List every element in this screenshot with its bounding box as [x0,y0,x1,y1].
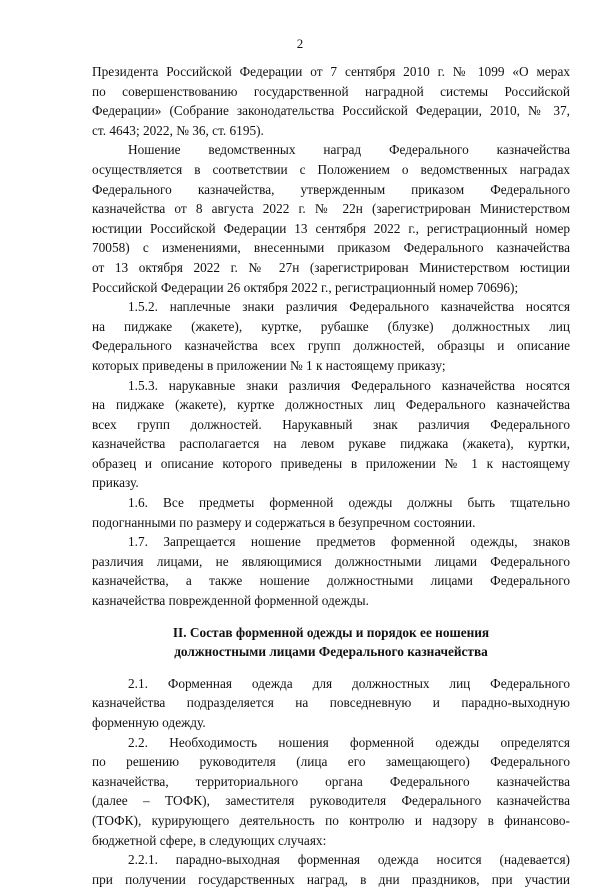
text-line: при получении государственных наград, в дни праздников, при участии [92,871,570,887]
paragraph-continuation [92,62,570,140]
text-line: ст. 4643; 2022, № 36, ст. 6195). [92,122,264,138]
text-line: (далее – ТОФК), заместителя руководителя Федерального казначейства [92,793,570,809]
text-line: всех групп должностей. Нарукавный знак различия Федерального [92,416,570,432]
document-body [92,62,570,889]
text-line: 2.2. Необходимость ношения форменной одежды определятся [128,734,570,750]
heading-line: должностными лицами Федерального казначейства [174,644,488,660]
paragraph-1-5-3 [92,376,570,494]
text-line: Президента Российской Федерации от 7 сентября 2010 г. № 1099 «О мерах [92,64,570,79]
paragraph-1-7 [92,532,570,610]
text-line: приказу. [92,475,139,491]
paragraph-2-2-1 [92,850,570,889]
text-line: 1.5.2. наплечные знаки различия Федерального казначейства носятся [128,299,570,315]
text-line: юстиции Российской Федерации 13 сентября 2022 г., регистрационный номер [92,220,570,236]
text-line: (ТОФК), курирующего деятельность по контролю и надзору в финансово- [92,812,570,828]
text-line: 1.5.3. нарукавные знаки различия Федерального казначейства носятся [128,377,570,393]
page-number: 2 [296,36,304,51]
text-line: 1.7. Запрещается ношение предметов форменной одежды, знаков [128,534,570,550]
text-line: казначейства подразделяется на повседневную и парадно-выходную [92,695,570,711]
text-line: форменную одежду. [92,715,206,730]
heading-line: II. Состав форменной одежды и порядок ее ношения [172,624,490,640]
text-line: различия лицами, не являющимися должностными лицами Федерального [92,553,570,569]
text-line: 2.1. Форменная одежда для должностных лиц Федерального [128,675,570,691]
text-line: 2.2.1. парадно-выходная форменная одежда носится (надевается) [128,852,570,868]
text-line: по совершенствованию государственной наградной системы Российской [92,83,570,99]
text-line: осуществляется в соответствии с Положением о ведомственных наградах [92,161,570,177]
text-line: 1.6. Все предметы форменной одежды должны быть тщательно [128,495,570,511]
text-line: Федерации» (Собрание законодательства Российской Федерации, 2010, № 37, [92,103,570,119]
text-line: образец и описание которого приведены в приложении № 1 к настоящему [92,455,570,471]
text-line: казначейства от 8 августа 2022 г. № 22н (зарегистрирован Министерством [92,201,570,217]
text-line: Федерального казначейства всех групп должностей, образцы и описание [92,338,570,354]
paragraph-2-2 [92,733,570,851]
text-line: подогнанными по размеру и содержаться в безупречном состоянии. [92,514,476,530]
text-line: на пиджаке (жакете), куртке, рубашке (блузке) должностных лиц [92,318,570,334]
text-line: Российской Федерации 26 октября 2022 г., регистрационный номер 70696); [92,279,519,295]
text-line: казначейства располагается на левом рукаве пиджака (жакета), куртки, [92,436,570,452]
paragraph-1-6 [92,493,570,532]
text-line: по решению руководителя (лица его замещающего) Федерального [92,754,570,770]
text-line: на пиджаке (жакете), куртке должностных лиц Федерального казначейства [92,397,570,413]
section-heading [92,623,570,662]
text-line: бюджетной сфере, в следующих случаях: [92,832,327,848]
text-line: Федерального казначейства, утвержденным приказом Федерального [92,181,570,197]
paragraph-1-5-2 [92,297,570,375]
text-line: которых приведены в приложении № 1 к настоящему приказу; [92,357,446,373]
text-line: Ношение ведомственных наград Федерального казначейства [128,142,570,158]
text-line: 70058) с изменениями, внесенными приказом Федерального казначейства [92,240,570,256]
text-line: казначейства, территориального органа Федерального казначейства [92,773,570,789]
paragraph-awards [92,140,570,297]
text-line: казначейства, а также ношение должностными лицами Федерального [92,573,570,589]
text-line: казначейства поврежденной форменной одежды. [92,593,369,609]
paragraph-2-1 [92,674,570,733]
text-line: от 13 октября 2022 г. № 27н (зарегистрирован Министерством юстиции [92,259,570,275]
